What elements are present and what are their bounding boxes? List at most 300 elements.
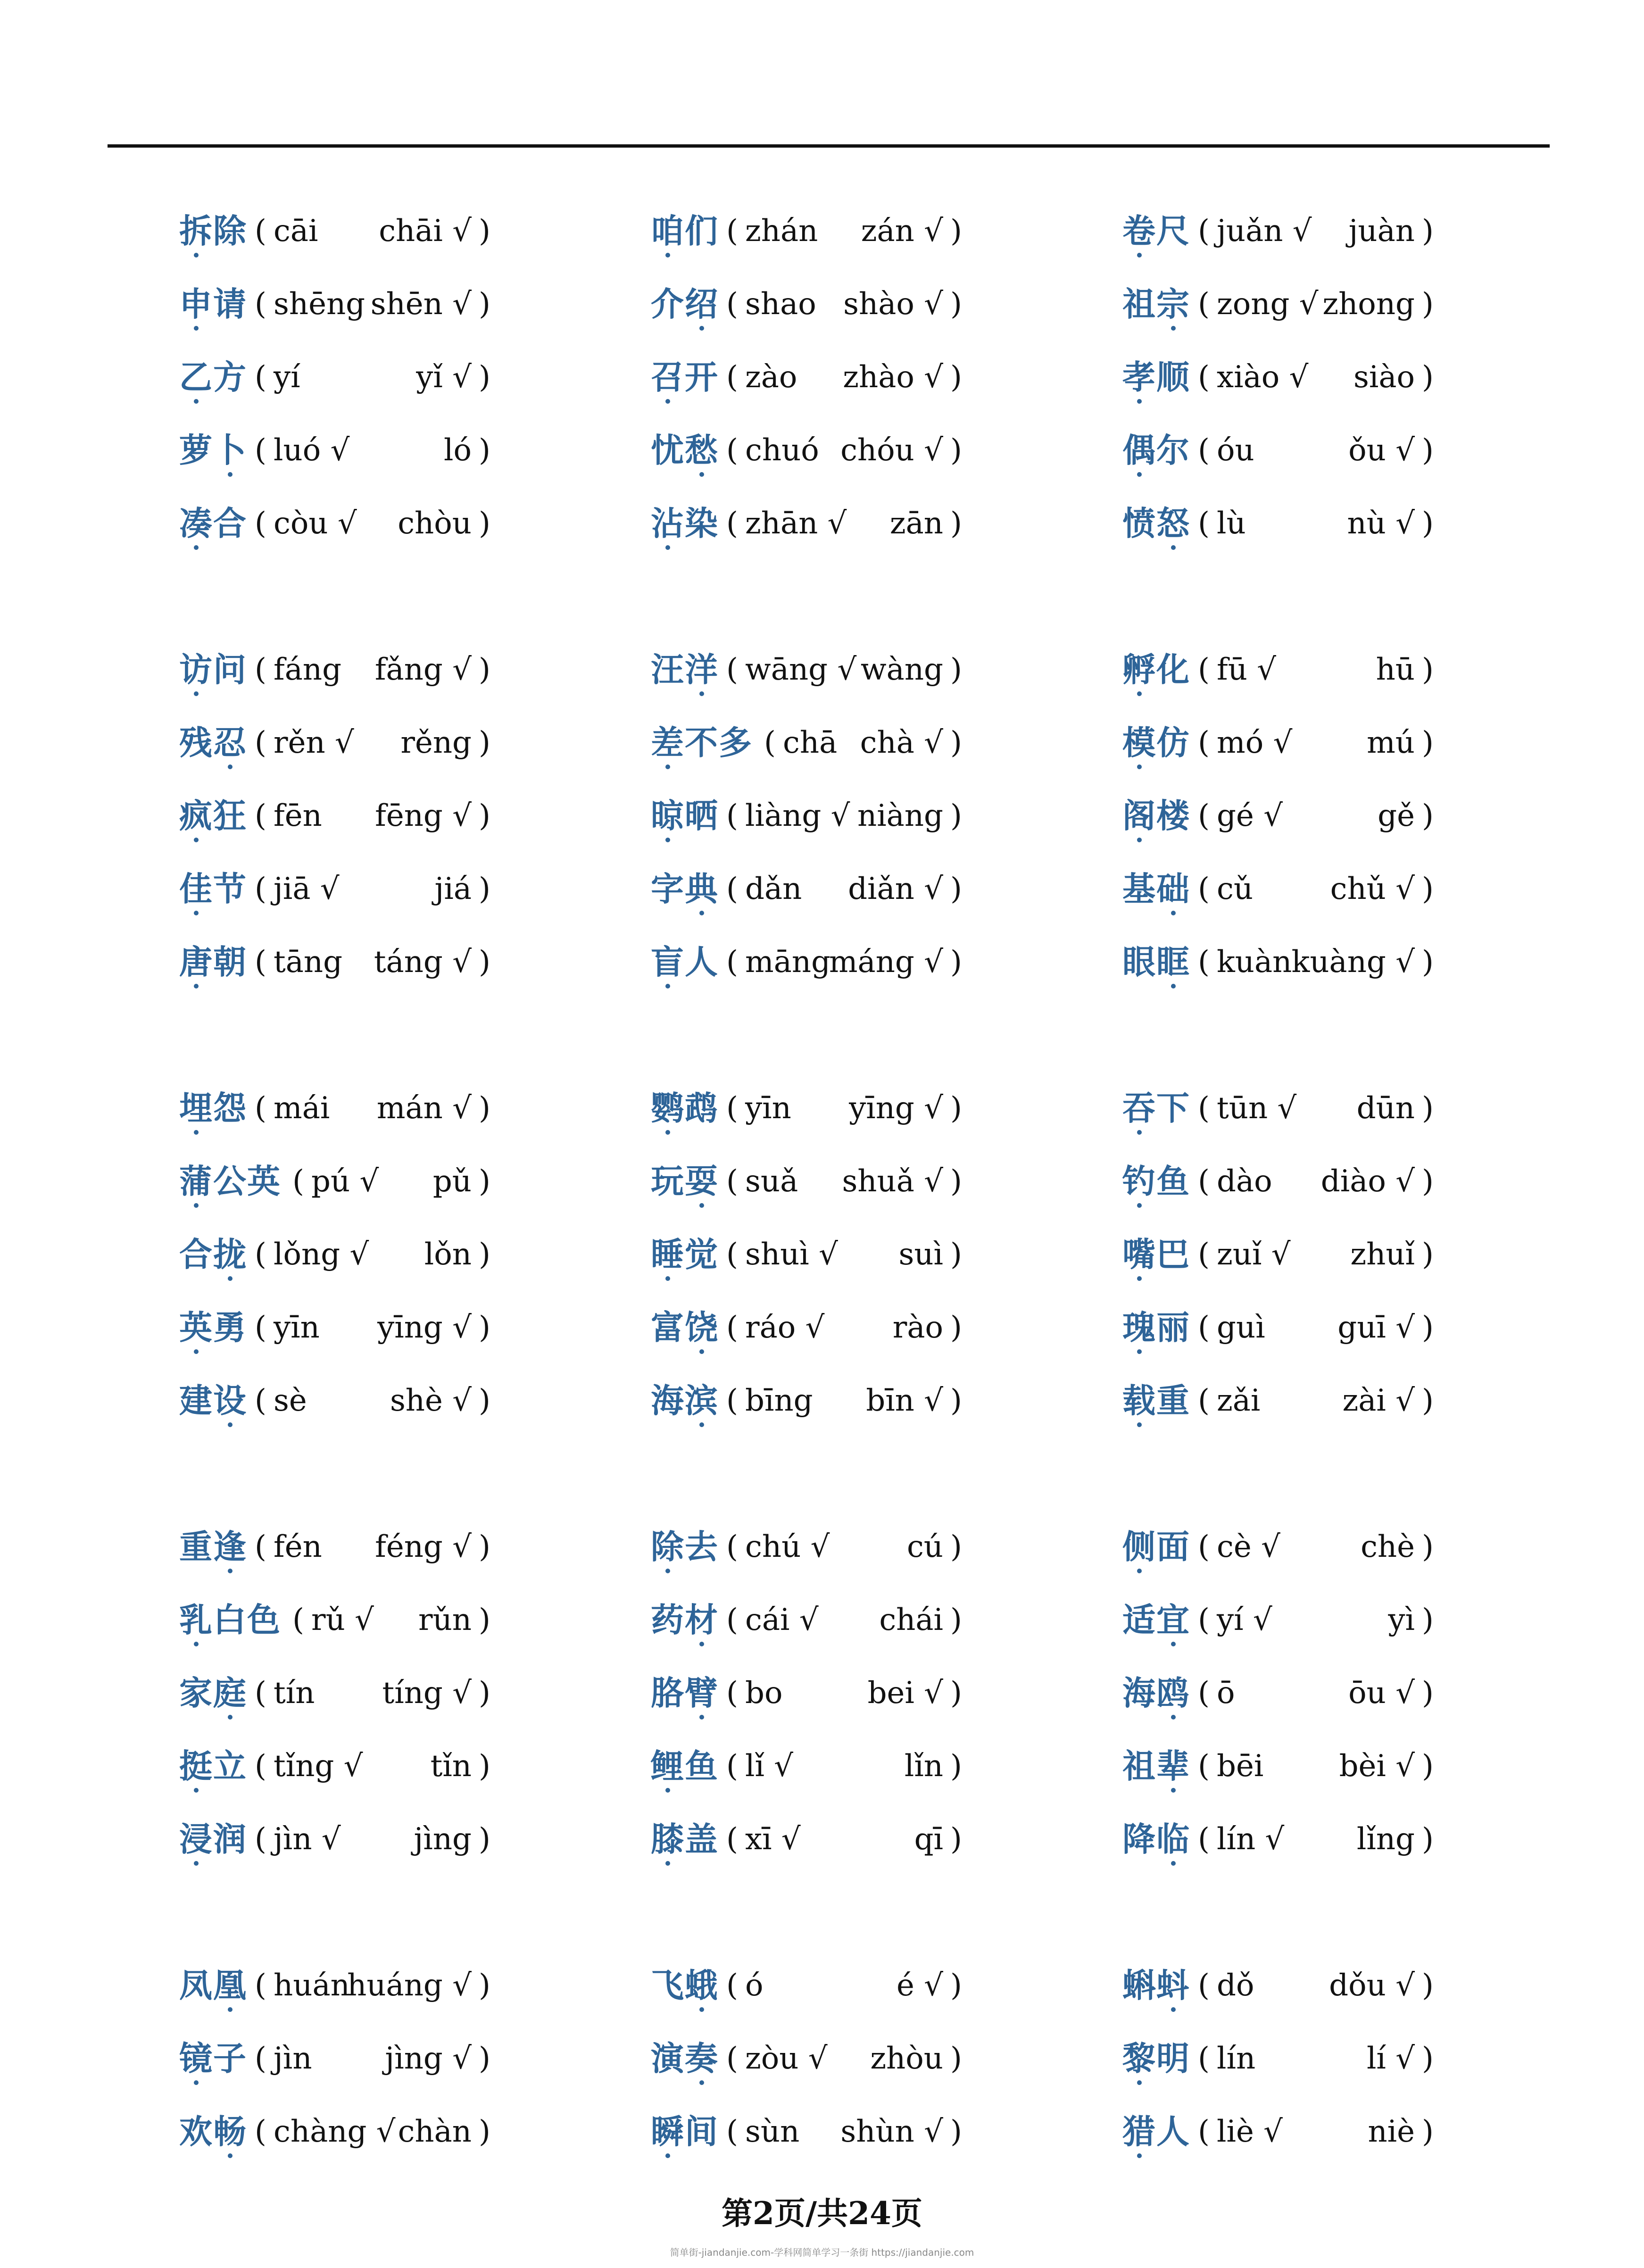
word-entry — [179, 1665, 500, 1721]
left-paren: ( — [764, 725, 776, 760]
right-paren: ) — [479, 433, 490, 468]
right-paren: ) — [479, 1237, 490, 1272]
pinyin-option-a: chàng √ — [274, 2114, 396, 2149]
left-paren: ( — [255, 872, 266, 906]
pinyin-option-a: sùn — [745, 2114, 800, 2149]
right-paren: ) — [950, 1237, 962, 1272]
word: 瞬间 — [651, 2103, 719, 2160]
left-paren: ( — [255, 1529, 266, 1564]
pinyin-option-b: diào √ — [1320, 1164, 1415, 1199]
word-entry — [1122, 934, 1443, 990]
pinyin-option-a: liè √ — [1217, 2114, 1283, 2149]
pinyin-option-b: pǔ — [432, 1164, 472, 1199]
left-paren: ( — [726, 2041, 738, 2076]
pinyin-option-a: lǐ √ — [745, 1749, 794, 1784]
right-paren: ) — [1422, 1749, 1434, 1784]
pinyin-option-b: chāi √ — [379, 214, 472, 249]
pinyin-option-a: óu — [1217, 433, 1254, 468]
word-entry — [651, 1738, 971, 1794]
word-entry — [651, 2103, 971, 2160]
pinyin-option-a: jìn √ — [274, 1822, 341, 1857]
word: 降临 — [1122, 1811, 1190, 1868]
pinyin-option-b: rěng — [400, 725, 472, 760]
word-entry — [1122, 1957, 1443, 2014]
pinyin-option-b: mú — [1367, 725, 1415, 760]
pinyin-option-b: rǔn — [418, 1603, 472, 1637]
left-paren: ( — [726, 1529, 738, 1564]
pinyin-option-a: yīn — [745, 1091, 791, 1126]
word: 合拢 — [179, 1226, 247, 1283]
pinyin-option-a: cāi — [274, 214, 318, 249]
right-paren: ) — [950, 433, 962, 468]
pinyin-option-a: bīng — [745, 1383, 813, 1418]
pinyin-option-a: zhán — [745, 214, 818, 249]
pinyin-option-a: dào — [1217, 1164, 1272, 1199]
word: 蝌蚪 — [1122, 1957, 1190, 2014]
pinyin-option-a: fēn — [274, 798, 322, 833]
pinyin-option-b: shuǎ √ — [842, 1164, 943, 1199]
word-entry — [651, 1153, 971, 1210]
right-paren: ) — [1422, 214, 1434, 249]
right-paren: ) — [950, 1091, 962, 1126]
pinyin-option-b: zhào √ — [843, 360, 943, 395]
pinyin-option-a: mó √ — [1217, 725, 1293, 760]
left-paren: ( — [292, 1164, 304, 1199]
pinyin-option-b: qī — [914, 1822, 943, 1857]
pinyin-option-b: hū — [1376, 652, 1415, 687]
pinyin-option-b: huáng √ — [347, 1968, 472, 2003]
word-entry — [1122, 788, 1443, 844]
right-paren: ) — [479, 1091, 490, 1126]
word: 唐朝 — [179, 934, 247, 990]
left-paren: ( — [255, 1237, 266, 1272]
pinyin-option-b: shùn √ — [840, 2114, 943, 2149]
right-paren: ) — [950, 1603, 962, 1637]
word: 瑰丽 — [1122, 1299, 1190, 1356]
left-paren: ( — [1198, 1749, 1210, 1784]
right-paren: ) — [1422, 1310, 1434, 1345]
word: 愤怒 — [1122, 495, 1190, 552]
pinyin-option-a: shuì √ — [745, 1237, 838, 1272]
pinyin-option-a: ó — [745, 1968, 764, 2003]
left-paren: ( — [726, 1968, 738, 2003]
pinyin-option-a: fū √ — [1217, 652, 1277, 687]
pinyin-option-a: suǎ — [745, 1164, 798, 1199]
word: 适宜 — [1122, 1592, 1190, 1648]
pinyin-option-a: shao — [745, 287, 816, 322]
word-entry — [651, 1811, 971, 1868]
pinyin-option-b: bei √ — [867, 1676, 943, 1711]
pinyin-option-b: yīng √ — [377, 1310, 472, 1345]
pinyin-option-a: gé √ — [1217, 798, 1283, 833]
left-paren: ( — [726, 433, 738, 468]
pinyin-option-a: zuǐ √ — [1217, 1237, 1291, 1272]
right-paren: ) — [950, 360, 962, 395]
pinyin-option-b: chà √ — [860, 725, 943, 760]
word-entry — [179, 1226, 500, 1283]
left-paren: ( — [255, 1822, 266, 1857]
pinyin-option-a: lǒng √ — [274, 1237, 369, 1272]
pinyin-option-a: cè √ — [1217, 1529, 1280, 1564]
pinyin-option-b: kuàng √ — [1291, 945, 1415, 980]
pinyin-option-b: zhòu — [870, 2041, 943, 2076]
right-paren: ) — [950, 214, 962, 249]
pinyin-option-a: dǒ — [1217, 1968, 1254, 2003]
word: 晾晒 — [651, 788, 719, 844]
pinyin-option-b: zài √ — [1342, 1383, 1415, 1418]
pinyin-option-a: yīn — [274, 1310, 320, 1345]
pinyin-option-a: chú √ — [745, 1529, 830, 1564]
pinyin-option-b: juàn — [1348, 214, 1415, 249]
pinyin-option-b: suì — [898, 1237, 943, 1272]
word: 忧愁 — [651, 422, 719, 479]
pinyin-option-b: shēn √ — [370, 287, 472, 322]
left-paren: ( — [726, 1822, 738, 1857]
pinyin-option-a: zào — [745, 360, 797, 395]
left-paren: ( — [255, 652, 266, 687]
pinyin-option-a: sè — [274, 1383, 307, 1418]
word-entry — [651, 349, 971, 406]
word: 孵化 — [1122, 641, 1190, 698]
left-paren: ( — [726, 1676, 738, 1711]
right-paren: ) — [1422, 506, 1434, 541]
word: 乳白色 — [179, 1592, 281, 1648]
left-paren: ( — [255, 1968, 266, 2003]
pinyin-option-b: tǐn — [430, 1749, 472, 1784]
right-paren: ) — [1422, 945, 1434, 980]
pinyin-option-a: wāng √ — [745, 652, 857, 687]
word: 佳节 — [179, 861, 247, 917]
right-paren: ) — [1422, 1529, 1434, 1564]
pinyin-option-a: yí √ — [1217, 1603, 1272, 1637]
pinyin-option-a: rěn √ — [274, 725, 354, 760]
source-line: 简单街-jiandanjie.com-学科网简单学习一条街 https://jiandanjie.com — [670, 2247, 974, 2258]
pinyin-option-b: jìng √ — [385, 2041, 472, 2076]
right-paren: ) — [1422, 652, 1434, 687]
right-paren: ) — [1422, 725, 1434, 760]
right-paren: ) — [950, 652, 962, 687]
word-entry — [179, 2103, 500, 2160]
left-paren: ( — [255, 506, 266, 541]
pinyin-option-b: tíng √ — [382, 1676, 472, 1711]
word: 药材 — [651, 1592, 719, 1648]
word: 载重 — [1122, 1372, 1190, 1429]
pinyin-option-b: wàng — [860, 652, 943, 687]
pinyin-option-b: shè √ — [390, 1383, 472, 1418]
word: 富饶 — [651, 1299, 719, 1356]
right-paren: ) — [479, 872, 490, 906]
pinyin-option-a: zhān √ — [745, 506, 847, 541]
word: 膝盖 — [651, 1811, 719, 1868]
right-paren: ) — [950, 2041, 962, 2076]
pinyin-option-a: shēng — [274, 287, 365, 322]
word: 埋怨 — [179, 1080, 247, 1137]
word-entry — [179, 1519, 500, 1575]
pinyin-option-a: yí — [274, 360, 300, 395]
word: 除去 — [651, 1519, 719, 1575]
pinyin-option-b: zhong — [1322, 287, 1415, 322]
left-paren: ( — [1198, 2041, 1210, 2076]
word-entry — [651, 422, 971, 479]
pinyin-option-b: máng √ — [829, 945, 943, 980]
word: 介绍 — [651, 276, 719, 332]
left-paren: ( — [255, 214, 266, 249]
word-entry — [651, 934, 971, 990]
word-entry — [179, 276, 500, 332]
left-paren: ( — [1198, 287, 1210, 322]
left-paren: ( — [726, 798, 738, 833]
left-paren: ( — [726, 872, 738, 906]
word-entry — [1122, 203, 1443, 259]
right-paren: ) — [950, 1968, 962, 2003]
pinyin-option-a: zong √ — [1217, 287, 1319, 322]
right-paren: ) — [479, 2114, 490, 2149]
word: 沾染 — [651, 495, 719, 552]
word-entry — [1122, 1080, 1443, 1137]
pinyin-option-a: xī √ — [745, 1822, 801, 1857]
word-entry — [179, 203, 500, 259]
pinyin-option-b: gě — [1378, 798, 1415, 833]
right-paren: ) — [950, 1822, 962, 1857]
right-paren: ) — [479, 1603, 490, 1637]
left-paren: ( — [726, 1383, 738, 1418]
right-paren: ) — [479, 2041, 490, 2076]
pinyin-option-b: niàng — [857, 798, 943, 833]
word-entry — [1122, 1153, 1443, 1210]
right-paren: ) — [950, 1310, 962, 1345]
word-entry — [1122, 1592, 1443, 1648]
word: 钓鱼 — [1122, 1153, 1190, 1210]
right-paren: ) — [950, 945, 962, 980]
word-entry — [1122, 714, 1443, 771]
right-paren: ) — [479, 506, 490, 541]
left-paren: ( — [1198, 1603, 1210, 1637]
left-paren: ( — [726, 1164, 738, 1199]
right-paren: ) — [1422, 2114, 1434, 2149]
word: 玩耍 — [651, 1153, 719, 1210]
word: 模仿 — [1122, 714, 1190, 771]
right-paren: ) — [479, 725, 490, 760]
pinyin-option-b: yǐ √ — [416, 360, 472, 395]
word-entry — [651, 1957, 971, 2014]
pinyin-option-a: chā — [783, 725, 838, 760]
word: 卷尺 — [1122, 203, 1190, 259]
word: 眼眶 — [1122, 934, 1190, 990]
right-paren: ) — [1422, 360, 1434, 395]
pinyin-option-b: mán √ — [376, 1091, 472, 1126]
word: 咱们 — [651, 203, 719, 259]
word: 鹦鹉 — [651, 1080, 719, 1137]
right-paren: ) — [479, 1749, 490, 1784]
pinyin-option-b: shào √ — [843, 287, 943, 322]
left-paren: ( — [255, 2114, 266, 2149]
pinyin-option-a: chuó — [745, 433, 819, 468]
word: 吞下 — [1122, 1080, 1190, 1137]
left-paren: ( — [1198, 725, 1210, 760]
word-entry — [1122, 641, 1443, 698]
pinyin-option-b: nù √ — [1347, 506, 1415, 541]
pinyin-option-b: chè — [1361, 1529, 1415, 1564]
word: 访问 — [179, 641, 247, 698]
left-paren: ( — [255, 1091, 266, 1126]
word: 汪洋 — [651, 641, 719, 698]
word-entry — [651, 276, 971, 332]
pinyin-option-a: jìn — [274, 2041, 312, 2076]
word: 祖宗 — [1122, 276, 1190, 332]
word: 萝卜 — [179, 422, 247, 479]
word-entry — [1122, 2103, 1443, 2160]
pinyin-option-a: còu √ — [274, 506, 357, 541]
left-paren: ( — [255, 2041, 266, 2076]
pinyin-option-a: tūn √ — [1217, 1091, 1297, 1126]
left-paren: ( — [1198, 1237, 1210, 1272]
word-entry — [651, 1299, 971, 1356]
word: 盲人 — [651, 934, 719, 990]
right-paren: ) — [950, 2114, 962, 2149]
word: 嘴巴 — [1122, 1226, 1190, 1283]
pinyin-option-b: chàn — [398, 2114, 472, 2149]
word: 差不多 — [651, 714, 753, 771]
right-paren: ) — [1422, 1603, 1434, 1637]
pinyin-option-a: pú √ — [311, 1164, 379, 1199]
pinyin-option-a: māng — [745, 945, 831, 980]
pinyin-option-b: zán √ — [861, 214, 943, 249]
left-paren: ( — [255, 433, 266, 468]
left-paren: ( — [726, 214, 738, 249]
right-paren: ) — [479, 1822, 490, 1857]
word-entry — [1122, 1519, 1443, 1575]
word: 家庭 — [179, 1665, 247, 1721]
pinyin-option-b: chǔ √ — [1330, 872, 1415, 906]
word-entry — [651, 495, 971, 552]
pinyin-option-b: siào — [1353, 360, 1415, 395]
pinyin-option-a: guì — [1217, 1310, 1265, 1345]
left-paren: ( — [1198, 652, 1210, 687]
pinyin-option-b: yì — [1388, 1603, 1415, 1637]
word-entry — [651, 861, 971, 917]
left-paren: ( — [726, 360, 738, 395]
pinyin-option-b: diǎn √ — [848, 872, 943, 906]
word-entry — [651, 1519, 971, 1575]
word: 演奏 — [651, 2030, 719, 2087]
left-paren: ( — [1198, 872, 1210, 906]
left-paren: ( — [726, 1091, 738, 1126]
word-entry — [1122, 2030, 1443, 2087]
right-paren: ) — [950, 287, 962, 322]
word: 残忍 — [179, 714, 247, 771]
right-paren: ) — [950, 506, 962, 541]
pinyin-option-a: kuàn — [1217, 945, 1292, 980]
word-entry — [1122, 1811, 1443, 1868]
pinyin-option-a: tǐng √ — [274, 1749, 363, 1784]
pinyin-option-a: rǔ √ — [311, 1603, 374, 1637]
word: 重逢 — [179, 1519, 247, 1575]
word-entry — [1122, 276, 1443, 332]
word-entry — [651, 203, 971, 259]
pinyin-option-b: chòu — [398, 506, 472, 541]
pinyin-option-b: fēng √ — [375, 798, 472, 833]
pinyin-option-a: lù — [1217, 506, 1246, 541]
left-paren: ( — [255, 725, 266, 760]
pinyin-option-b: niè — [1368, 2114, 1415, 2149]
word: 乙方 — [179, 349, 247, 406]
word: 字典 — [651, 861, 719, 917]
right-paren: ) — [479, 1676, 490, 1711]
word-entry — [1122, 1372, 1443, 1429]
pinyin-option-b: lǐng — [1356, 1822, 1415, 1857]
word-entry — [179, 714, 500, 771]
pinyin-option-a: juǎn √ — [1217, 214, 1312, 249]
pinyin-option-a: huán — [274, 1968, 350, 2003]
right-paren: ) — [479, 1164, 490, 1199]
word-entry — [651, 1372, 971, 1429]
left-paren: ( — [726, 2114, 738, 2149]
pinyin-option-b: zhuǐ — [1350, 1237, 1415, 1272]
left-paren: ( — [1198, 506, 1210, 541]
word: 基础 — [1122, 861, 1190, 917]
word-entry — [1122, 1738, 1443, 1794]
word: 浸润 — [179, 1811, 247, 1868]
left-paren: ( — [1198, 1676, 1210, 1711]
right-paren: ) — [950, 1749, 962, 1784]
left-paren: ( — [726, 1749, 738, 1784]
left-paren: ( — [726, 1310, 738, 1345]
left-paren: ( — [1198, 433, 1210, 468]
word-entry — [179, 1957, 500, 2014]
word-entry — [1122, 422, 1443, 479]
word-entry — [1122, 1226, 1443, 1283]
word: 鲤鱼 — [651, 1738, 719, 1794]
left-paren: ( — [292, 1603, 304, 1637]
pinyin-option-a: xiào √ — [1217, 360, 1309, 395]
word-entry — [1122, 861, 1443, 917]
right-paren: ) — [950, 1164, 962, 1199]
left-paren: ( — [255, 1749, 266, 1784]
pinyin-option-b: guī √ — [1337, 1310, 1415, 1345]
pinyin-option-a: tín — [274, 1676, 315, 1711]
pinyin-option-a: ráo √ — [745, 1310, 825, 1345]
right-paren: ) — [479, 287, 490, 322]
word-entry — [651, 1665, 971, 1721]
word-entry — [179, 1738, 500, 1794]
word-entry — [179, 1592, 500, 1648]
pinyin-option-b: ǒu √ — [1348, 433, 1415, 468]
left-paren: ( — [1198, 1529, 1210, 1564]
word-entry — [179, 1153, 500, 1210]
word-entry — [179, 934, 500, 990]
pinyin-option-a: dǎn — [745, 872, 802, 906]
word: 睡觉 — [651, 1226, 719, 1283]
word: 黎明 — [1122, 2030, 1190, 2087]
word-entry — [651, 1592, 971, 1648]
pinyin-option-b: lí √ — [1366, 2041, 1415, 2076]
right-paren: ) — [950, 1529, 962, 1564]
word-entry — [1122, 349, 1443, 406]
pinyin-option-a: ō — [1217, 1676, 1235, 1711]
word: 猎人 — [1122, 2103, 1190, 2160]
word-entry — [179, 788, 500, 844]
left-paren: ( — [255, 287, 266, 322]
pinyin-option-a: bo — [745, 1676, 783, 1711]
word: 飞蛾 — [651, 1957, 719, 2014]
pinyin-option-a: liàng √ — [745, 798, 850, 833]
pinyin-option-a: bēi — [1217, 1749, 1264, 1784]
word: 祖辈 — [1122, 1738, 1190, 1794]
word: 海滨 — [651, 1372, 719, 1429]
word-entry — [179, 1299, 500, 1356]
word: 挺立 — [179, 1738, 247, 1794]
page-number: 第2页/共24页 — [722, 2195, 922, 2232]
